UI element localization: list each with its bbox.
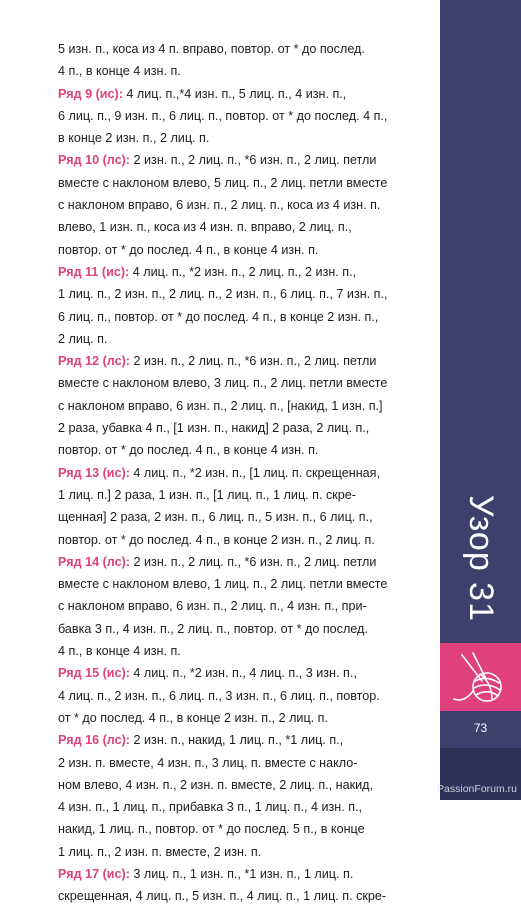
- text-line: [58, 127, 420, 149]
- row-label: Ряд 16 (лс):: [58, 733, 131, 748]
- text-segment: 4 п., в конце 4 изн. п.: [58, 64, 181, 79]
- yarn-ball-with-needles-icon: [440, 643, 521, 711]
- text-segment: 4 п., в конце 4 изн. п.: [58, 644, 181, 659]
- text-line: [58, 83, 420, 105]
- text-segment: 2 изн. п., 2 лиц. п., *6 изн. п., 2 лиц. петли: [130, 153, 377, 168]
- text-segment: 4 лиц. п., 2 изн. п., 6 лиц. п., 3 изн. п., 6 лиц. п., повтор.: [58, 688, 380, 703]
- text-segment: повтор. от * до послед. 4 п., в конце 2 изн. п., 2 лиц. п.: [58, 532, 375, 547]
- pattern-title: [440, 478, 521, 638]
- icon-box: [440, 643, 521, 711]
- text-segment: 2 изн. п., накид, 1 лиц. п., *1 лиц. п.,: [130, 733, 344, 748]
- row-label: Ряд 17 (ис):: [58, 866, 130, 881]
- row-label: Ряд 14 (лс):: [58, 554, 131, 569]
- text-line: [58, 417, 420, 439]
- text-segment: от * до послед. 4 п., в конце 2 изн. п., 2 лиц. п.: [58, 710, 328, 725]
- text-segment: вместе с наклоном влево, 1 лиц. п., 2 лиц. петли вместе: [58, 577, 388, 592]
- text-segment: скрещенная, 4 лиц. п., 5 изн. п., 4 лиц. п., 1 лиц. п. скре-: [58, 889, 387, 904]
- text-line: [58, 707, 420, 729]
- text-line: [58, 350, 420, 372]
- text-line: [58, 551, 420, 573]
- text-segment: 2 раза, убавка 4 п., [1 изн. п., накид] 2 раза, 2 лиц. п.,: [58, 421, 370, 436]
- row-label: Ряд 9 (ис):: [58, 86, 123, 101]
- text-line: [58, 38, 420, 60]
- text-line: [58, 662, 420, 684]
- text-line: [58, 328, 420, 350]
- text-line: [58, 462, 420, 484]
- text-segment: 4 изн. п., 1 лиц. п., прибавка 3 п., 1 лиц. п., 4 изн. п.,: [58, 800, 363, 815]
- text-line: [58, 841, 420, 863]
- text-line: [58, 372, 420, 394]
- text-segment: вместе с наклоном влево, 3 лиц. п., 2 лиц. петли вместе: [58, 376, 388, 391]
- text-segment: 1 лиц. п.] 2 раза, 1 изн. п., [1 лиц. п., 1 лиц. п. скре-: [58, 487, 356, 502]
- text-line: [58, 885, 420, 907]
- text-segment: с наклоном вправо, 6 изн. п., 2 лиц. п., коса из 4 изн. п.: [58, 198, 381, 213]
- text-segment: с наклоном вправо, 6 изн. п., 2 лиц. п., 4 изн. п., при-: [58, 599, 367, 614]
- text-line: [58, 216, 420, 238]
- text-line: [58, 194, 420, 216]
- text-line: [58, 529, 420, 551]
- text-line: [58, 640, 420, 662]
- text-line: [58, 60, 420, 82]
- text-line: [58, 729, 420, 751]
- text-segment: 3 лиц. п., 1 изн. п., *1 изн. п., 1 лиц. п.: [129, 866, 354, 881]
- text-segment: ном влево, 4 изн. п., 2 изн. п. вместе, 2 лиц. п., накид,: [58, 777, 373, 792]
- text-segment: 1 лиц. п., 2 изн. п., 2 лиц. п., 2 изн. п., 6 лиц. п., 7 изн. п.,: [58, 287, 388, 302]
- text-segment: 6 лиц. п., 9 изн. п., 6 лиц. п., повтор. от * до послед. 4 п.,: [58, 108, 388, 123]
- text-segment: повтор. от * до послед. 4 п., в конце 4 изн. п.: [58, 443, 319, 458]
- text-line: [58, 573, 420, 595]
- text-segment: 4 лиц. п.,*4 изн. п., 5 лиц. п., 4 изн. п.,: [122, 86, 347, 101]
- text-segment: 4 лиц. п., *2 изн. п., 2 лиц. п., 2 изн. п.,: [129, 264, 357, 279]
- row-label: Ряд 15 (ис):: [58, 666, 130, 681]
- text-segment: 2 лиц. п.: [58, 331, 108, 346]
- text-segment: повтор. от * до послед. 4 п., в конце 4 изн. п.: [58, 242, 319, 257]
- text-line: [58, 306, 420, 328]
- text-line: [58, 506, 420, 528]
- row-label: Ряд 11 (ис):: [58, 264, 130, 279]
- text-segment: 4 лиц. п., *2 изн. п., 4 лиц. п., 3 изн. п.,: [129, 666, 357, 681]
- text-segment: 4 лиц. п., *2 изн. п., [1 лиц. п. скрещенная,: [129, 465, 381, 480]
- text-segment: в конце 2 изн. п., 2 лиц. п.: [58, 131, 210, 146]
- text-segment: 6 лиц. п., повтор. от * до послед. 4 п., в конце 2 изн. п.,: [58, 309, 379, 324]
- text-segment: бавка 3 п., 4 изн. п., 2 лиц. п., повтор. от * до послед.: [58, 621, 368, 636]
- text-line: [58, 149, 420, 171]
- page-number: 73: [473, 721, 488, 735]
- text-line: [58, 685, 420, 707]
- text-line: [58, 818, 420, 840]
- row-label: Ряд 13 (ис):: [58, 465, 130, 480]
- text-segment: 2 изн. п., 2 лиц. п., *6 изн. п., 2 лиц. петли: [130, 354, 377, 369]
- text-line: [58, 283, 420, 305]
- text-segment: влево, 1 изн. п., коса из 4 изн. п. вправо, 2 лиц. п.,: [58, 220, 352, 235]
- row-label: Ряд 12 (лс):: [58, 354, 131, 369]
- text-line: [58, 796, 420, 818]
- row-label: Ряд 10 (лс):: [58, 153, 131, 168]
- text-line: [58, 752, 420, 774]
- text-line: [58, 395, 420, 417]
- text-line: [58, 595, 420, 617]
- pattern-title-text: Узор 31: [462, 494, 501, 622]
- text-line: [58, 484, 420, 506]
- text-segment: 2 изн. п., 2 лиц. п., *6 изн. п., 2 лиц. петли: [130, 554, 377, 569]
- text-segment: щенная] 2 раза, 2 изн. п., 6 лиц. п., 5 изн. п., 6 лиц. п.,: [58, 510, 373, 525]
- text-segment: с наклоном вправо, 6 изн. п., 2 лиц. п., [накид, 1 изн. п.]: [58, 398, 383, 413]
- watermark: PassionForum.ru: [437, 783, 517, 795]
- text-line: [58, 261, 420, 283]
- text-line: [58, 774, 420, 796]
- text-segment: 1 лиц. п., 2 изн. п. вместе, 2 изн. п.: [58, 844, 262, 859]
- pattern-text: [58, 38, 420, 908]
- text-segment: 2 изн. п. вместе, 4 изн. п., 3 лиц. п. вместе с накло-: [58, 755, 358, 770]
- text-line: [58, 863, 420, 885]
- text-segment: накид, 1 лиц. п., повтор. от * до послед. 5 п., в конце: [58, 822, 365, 837]
- text-segment: вместе с наклоном влево, 5 лиц. п., 2 лиц. петли вместе: [58, 175, 388, 190]
- text-line: [58, 172, 420, 194]
- text-line: [58, 105, 420, 127]
- text-segment: 5 изн. п., коса из 4 п. вправо, повтор. от * до послед.: [58, 42, 365, 56]
- text-line: [58, 618, 420, 640]
- text-line: [58, 239, 420, 261]
- text-line: [58, 439, 420, 461]
